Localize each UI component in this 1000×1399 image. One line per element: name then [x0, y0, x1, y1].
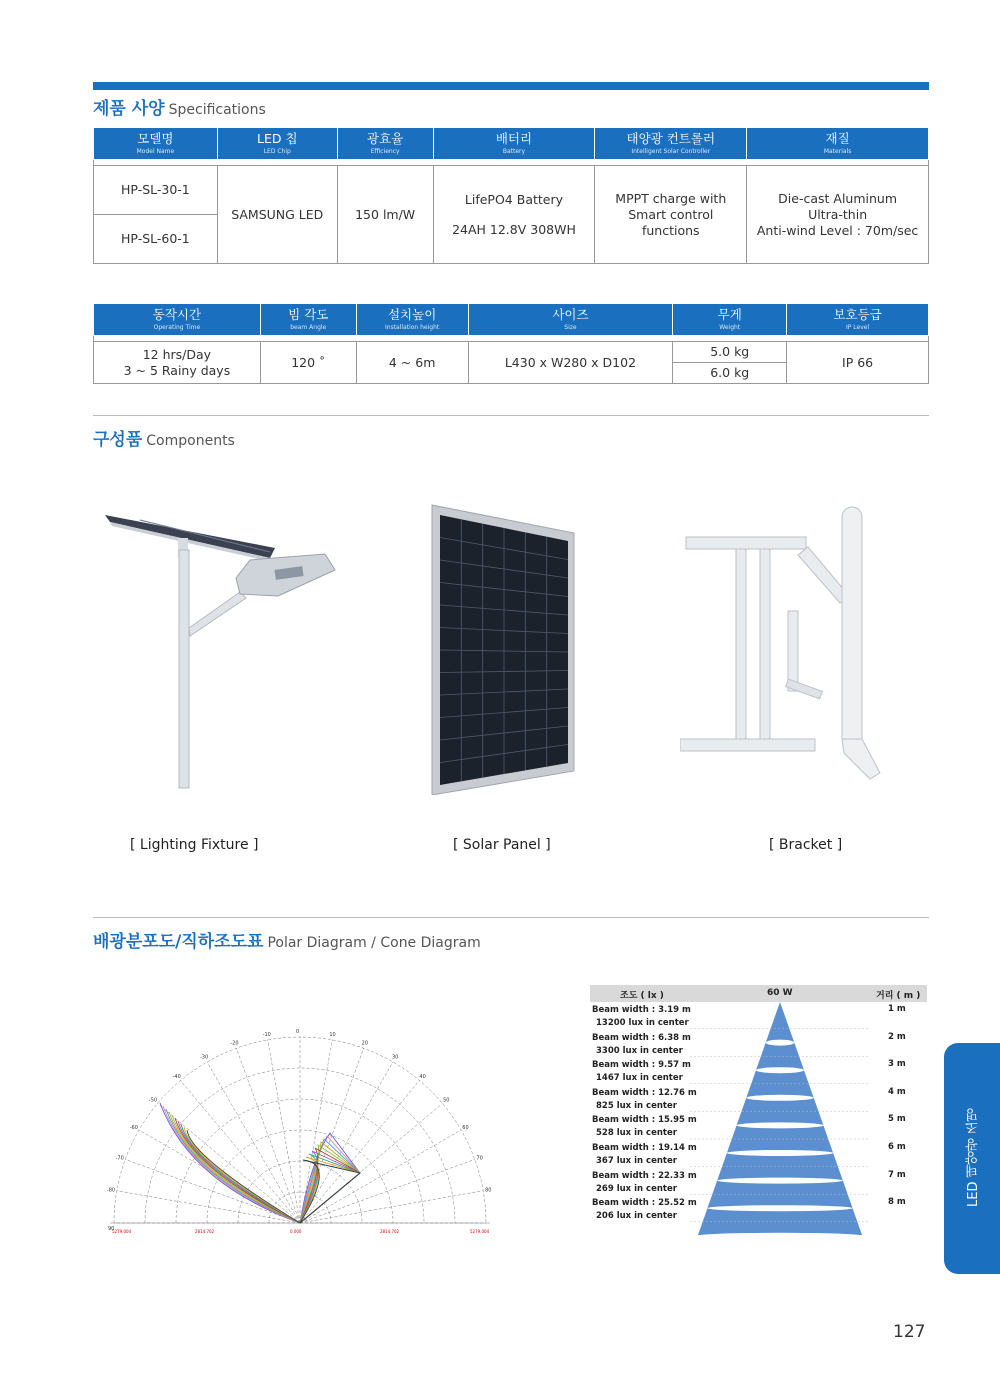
polar-bottom-label-3: 0.000 [290, 1229, 302, 1234]
spec-title-en: Specifications [168, 102, 266, 118]
cone-beam-width: Beam width : 22.33 m [592, 1170, 697, 1181]
spec-section-title [93, 94, 266, 119]
cone-level-ellipse [717, 1178, 843, 1184]
polar-angle-label: -60 [129, 1125, 138, 1131]
cone-beam-width: Beam width : 3.19 m [592, 1005, 691, 1015]
cone-distance: 7 m [888, 1169, 906, 1180]
polar-bottom-label-2: 2814.702 [195, 1229, 215, 1234]
cone-level-ellipse [737, 1122, 824, 1128]
cone-row-4 [592, 1087, 697, 1113]
controller-cell: MPPT charge with Smart control functions [595, 166, 747, 264]
header-operating: 동작시간 Operating Time [94, 304, 261, 336]
caption-solar-panel: [ Solar Panel ] [453, 837, 551, 853]
cone-distance: 8 m [888, 1197, 906, 1208]
header-size: 사이즈 Size [468, 304, 673, 336]
beam-angle-cell: 120 ˚ [260, 342, 356, 384]
cone-distance: 3 m [888, 1059, 906, 1070]
pole [179, 550, 189, 788]
top-accent-bar [93, 82, 929, 90]
led-chip-cell: SAMSUNG LED [217, 166, 337, 264]
cone-beam-width: Beam width : 9.57 m [592, 1060, 691, 1071]
polar-angle-label: -50 [148, 1097, 158, 1104]
polar-bottom-label-5: 5279.004 [470, 1229, 490, 1234]
header-model: 모델명 Model Name [94, 128, 218, 160]
polar-angle-label: -30 [200, 1054, 209, 1061]
cone-center-lux: 269 lux in center [596, 1183, 677, 1194]
header-battery: 배터리 Battery [433, 128, 595, 160]
polar-angle-label: -80 [106, 1187, 116, 1194]
cone-center-lux: 3300 lux in center [596, 1045, 683, 1056]
caption-lighting-fixture: [ Lighting Fixture ] [130, 837, 259, 853]
polar-angle-label: 60 [462, 1125, 469, 1131]
size-cell: L430 x W280 x D102 [468, 342, 673, 384]
spec-table-2 [93, 303, 929, 384]
bracket-pole [842, 507, 862, 747]
polar-bottom-label-4: 2814.702 [380, 1229, 400, 1234]
cone-diagram [590, 985, 927, 1237]
model-cell-1: HP-SL-30-1 [94, 166, 218, 215]
header-led-chip: LED 칩 LED Chip [217, 128, 337, 160]
divider-components [93, 415, 929, 416]
cone-row-3 [592, 1059, 691, 1085]
polar-angle-label: 0 [296, 1029, 300, 1035]
battery-type: LifePO4 Battery [464, 191, 564, 207]
cone-row-7 [592, 1170, 697, 1196]
cone-head-watt: 60 W [767, 988, 793, 998]
side-tab-label: LED 태양광 조명 [966, 1108, 981, 1208]
cone-distance: 1 m [888, 1004, 906, 1014]
bracket-image [680, 503, 886, 780]
cone-beam-width: Beam width : 6.38 m [592, 1032, 691, 1043]
polar-angle-label: 10 [329, 1031, 336, 1038]
solar-panel-on-fixture [105, 515, 275, 558]
spec-table-1 [93, 127, 929, 264]
cone-distance: 5 m [888, 1114, 906, 1125]
cone-distance: 4 m [888, 1086, 906, 1097]
cone-center-lux: 367 lux in center [596, 1156, 677, 1166]
weight-cell-2: 6.0 kg [673, 363, 787, 384]
polar-angle-90: 90 [108, 1226, 115, 1232]
cone-head-lux: 조도 ( lx ) [620, 991, 664, 1001]
components-section-title: 구성품 Components [93, 430, 235, 450]
cone-beam-width: Beam width : 25.52 m [592, 1198, 697, 1209]
polar-angle-label: -70 [115, 1155, 124, 1162]
page-number: 127 [893, 1322, 926, 1342]
cone-level-ellipse [727, 1150, 833, 1156]
model-cell-2: HP-SL-60-1 [94, 215, 218, 264]
lighting-fixture-image [100, 510, 340, 790]
caption-bracket: [ Bracket ] [769, 837, 843, 853]
cone-row-8 [592, 1197, 697, 1223]
cone-shape [690, 1002, 870, 1237]
weight-cell-1: 5.0 kg [673, 342, 787, 363]
polar-bottom-label-1: 5279.004 [112, 1229, 132, 1234]
cone-center-lux: 1467 lux in center [596, 1073, 683, 1084]
header-controller: 태양광 컨트롤러 Intelligent Solar Controller [595, 128, 747, 160]
cone-level-ellipse [707, 1205, 852, 1211]
spec-title-ko: 제품 사양 [93, 99, 165, 119]
header-efficiency: 광효율 Efficiency [337, 128, 433, 160]
operating-cell: 12 hrs/Day 3 ~ 5 Rainy days [94, 342, 261, 384]
section-side-tab [944, 1043, 1000, 1274]
polar-angle-label: 20 [361, 1040, 369, 1047]
cone-row-2 [592, 1032, 691, 1058]
solar-panel-image [430, 503, 576, 795]
header-ip: 보호등급 IP Level [787, 304, 929, 336]
polar-angle-label: -10 [262, 1031, 271, 1038]
cone-row-1 [592, 1004, 691, 1030]
cone-row-6 [592, 1142, 697, 1168]
cone-row-5 [592, 1114, 697, 1140]
cone-center-lux: 206 lux in center [596, 1211, 677, 1222]
cone-level-ellipse [746, 1095, 813, 1101]
cone-distance: 2 m [888, 1031, 906, 1042]
polar-angle-label: 70 [476, 1155, 483, 1162]
divider-diagrams [93, 917, 929, 918]
cone-header [590, 985, 927, 1002]
cone-level-ellipse [756, 1067, 804, 1073]
polar-angle-label: 80 [485, 1187, 492, 1194]
polar-angle-label: 50 [443, 1097, 450, 1104]
cone-beam-width: Beam width : 19.14 m [592, 1143, 697, 1153]
header-materials: 재질 Materials [747, 128, 929, 160]
efficiency-cell: 150 lm/W [337, 166, 433, 264]
polar-angle-label: 30 [392, 1054, 399, 1061]
cone-beam-width: Beam width : 15.95 m [592, 1115, 697, 1126]
ip-cell: IP 66 [787, 342, 929, 384]
cone-head-distance: 거리 ( m ) [876, 991, 921, 1001]
cone-center-lux: 825 lux in center [596, 1100, 677, 1111]
cone-beam-width: Beam width : 12.76 m [592, 1087, 697, 1098]
header-height: 설치높이 Installation height [356, 304, 468, 336]
cone-center-lux: 528 lux in center [596, 1128, 677, 1139]
cone-level-ellipse [766, 1040, 795, 1046]
battery-cell [433, 166, 595, 264]
cone-center-lux: 13200 lux in center [596, 1018, 689, 1028]
polar-angle-label: -40 [172, 1073, 181, 1080]
polar-angle-label: 40 [419, 1073, 426, 1080]
header-weight: 무게 Weight [673, 304, 787, 336]
header-beam-angle: 빔 각도 beam Angle [260, 304, 356, 336]
polar-diagram [100, 1025, 500, 1240]
polar-angle-label: -20 [230, 1040, 239, 1047]
battery-rating: 24AH 12.8V 308WH [452, 221, 576, 237]
cone-distance: 6 m [888, 1142, 906, 1152]
materials-cell: Die-cast Aluminum Ultra-thin Anti-wind Level : 70m/sec [747, 166, 929, 264]
diagram-section-title: 배광분포도/직하조도표 Polar Diagram / Cone Diagram [93, 932, 481, 952]
height-cell: 4 ~ 6m [356, 342, 468, 384]
